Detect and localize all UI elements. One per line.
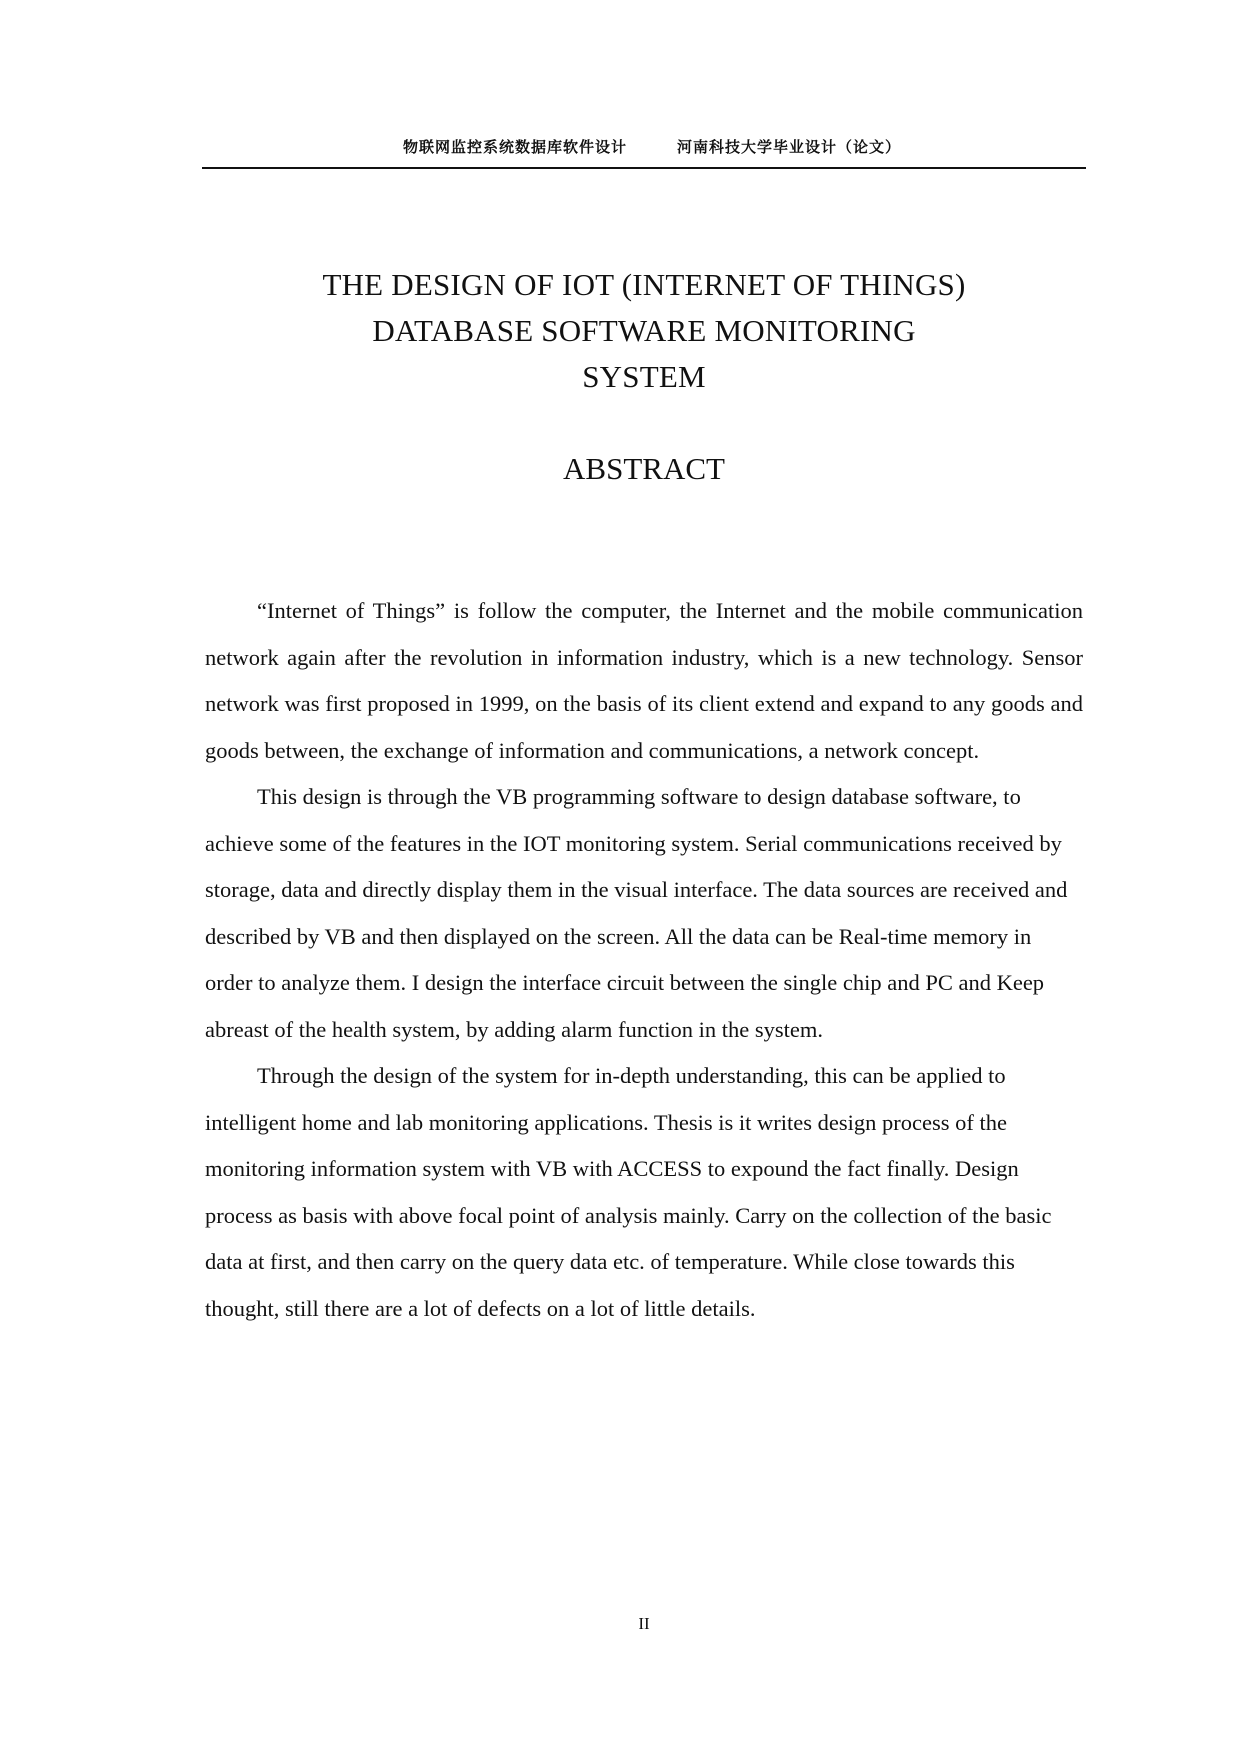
header-thesis-title: 物联网监控系统数据库软件设计 (402, 138, 627, 156)
abstract-heading: ABSTRACT (563, 451, 725, 486)
abstract-paragraph-3: Through the design of the system for in-depth understanding, this can be applied to intelligent home and lab monitoring applications. Thesis is it writes design process of the monitoring information system with VB with ACCESS to expound the fact finally. Design process as basis with above focal point of analysis mainly. Carry on the collection of the basic data at first, and then carry on the query data etc. of temperature. While close towards this thought, still there are a lot of defects on a lot of little details. (205, 1063, 1052, 1321)
title-line-2: DATABASE SOFTWARE MONITORING (372, 313, 916, 348)
abstract-body (205, 588, 1083, 1332)
abstract-paragraph-2: This design is through the VB programming software to design database software, to achieve some of the features in the IOT monitoring system. Serial communications received by storage, data and directly display them in the visual interface. The data sources are received and described by VB and then displayed on the screen. All the data can be Real-time memory in order to analyze them. I design the interface circuit between the single chip and PC and Keep abreast of the health system, by adding alarm function in the system. (205, 784, 1068, 1042)
header-university: 河南科技大学毕业设计（论文） (677, 138, 902, 156)
document-title (200, 262, 1088, 400)
title-line-1: THE DESIGN OF IOT (INTERNET OF THINGS) (322, 267, 966, 302)
page-number: II (638, 1614, 650, 1633)
page-header (202, 137, 1086, 169)
abstract-paragraph-1: “Internet of Things” is follow the computer, the Internet and the mobile communication network again after the revolution in information industry, which is a new technology. Sensor network was first proposed in 1999, on the basis of its client extend and expand to any goods and goods between, the exchange of information and communications, a network concept. (205, 598, 1083, 763)
title-line-3: SYSTEM (582, 359, 706, 394)
